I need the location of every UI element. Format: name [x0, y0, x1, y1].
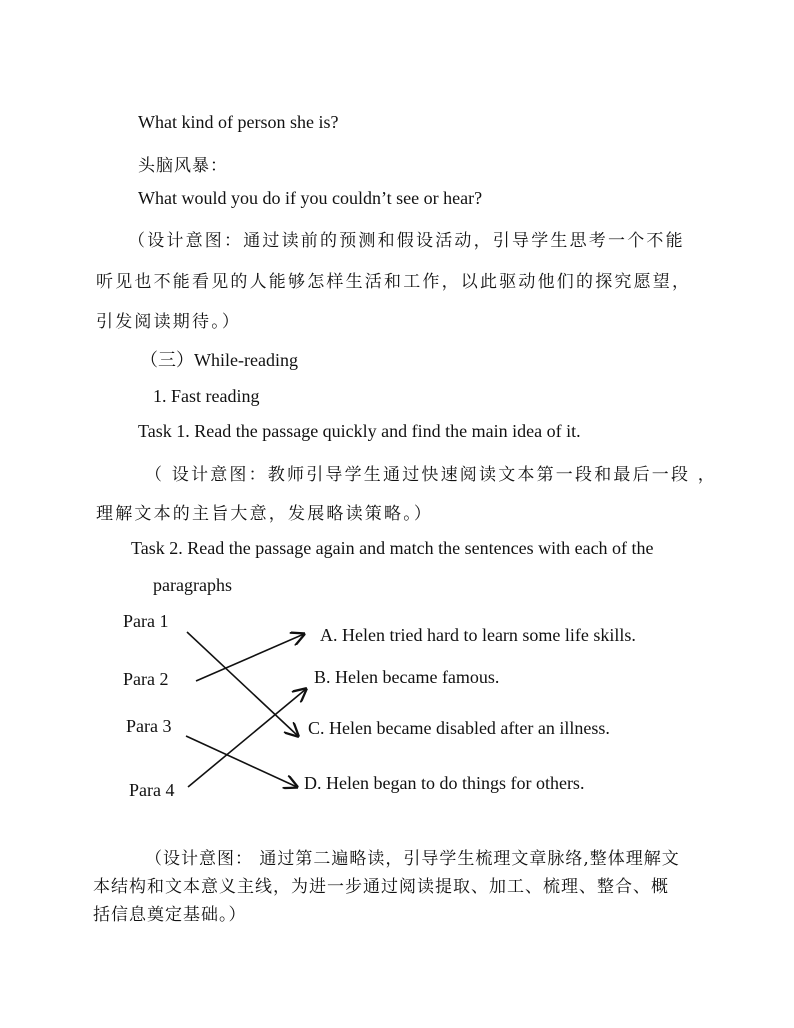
arrow-para3-to-d: [186, 736, 297, 787]
para-label-4: Para 4: [129, 780, 175, 800]
arrow-para1-to-c: [187, 632, 298, 736]
design-intent-2-line-1: （ 设计意图：教师引导学生通过快速阅读文本第一段和最后一段 ，: [145, 465, 718, 485]
brainstorm-question: What would you do if you couldn’t see or hear?: [138, 188, 483, 208]
arrow-para2-to-a: [196, 634, 304, 681]
arrow-para4-to-b: [188, 689, 306, 787]
design-intent-1-line-1: （设计意图：通过读前的预测和假设活动，引导学生思考一个不能: [128, 231, 685, 251]
design-intent-3-line-2: 本结构和文本意义主线，为进一步通过阅读提取、加工、梳理、整合、概: [93, 877, 669, 897]
design-intent-3-line-3: 括信息奠定基础。）: [93, 905, 247, 925]
sentence-a: A. Helen tried hard to learn some life skills.: [320, 625, 636, 645]
sentence-d: D. Helen began to do things for others.: [304, 773, 585, 793]
design-intent-2-line-2: 理解文本的主旨大意，发展略读策略。）: [96, 504, 434, 524]
task-2-line-2: paragraphs: [153, 575, 232, 595]
design-intent-1-line-2: 听见也不能看见的人能够怎样生活和工作，以此驱动他们的探究愿望，: [96, 272, 692, 292]
section-heading-while-reading: （三）While-reading: [140, 350, 298, 370]
design-intent-1-line-3: 引发阅读期待。）: [96, 312, 242, 332]
task-1: Task 1. Read the passage quickly and find the main idea of it.: [138, 421, 581, 441]
question-line: What kind of person she is?: [138, 112, 339, 132]
sentence-b: B. Helen became famous.: [314, 667, 500, 687]
fast-reading-heading: 1. Fast reading: [153, 386, 260, 406]
task-2-line-1: Task 2. Read the passage again and match the sentences with each of the: [131, 538, 654, 558]
sentence-c: C. Helen became disabled after an illness.: [308, 718, 610, 738]
design-intent-3-line-1: （设计意图： 通过第二遍略读，引导学生梳理文章脉络,整体理解文: [145, 849, 680, 869]
para-label-1: Para 1: [123, 611, 169, 631]
para-label-3: Para 3: [126, 716, 172, 736]
para-label-2: Para 2: [123, 669, 169, 689]
brainstorm-label: 头脑风暴：: [138, 156, 228, 176]
